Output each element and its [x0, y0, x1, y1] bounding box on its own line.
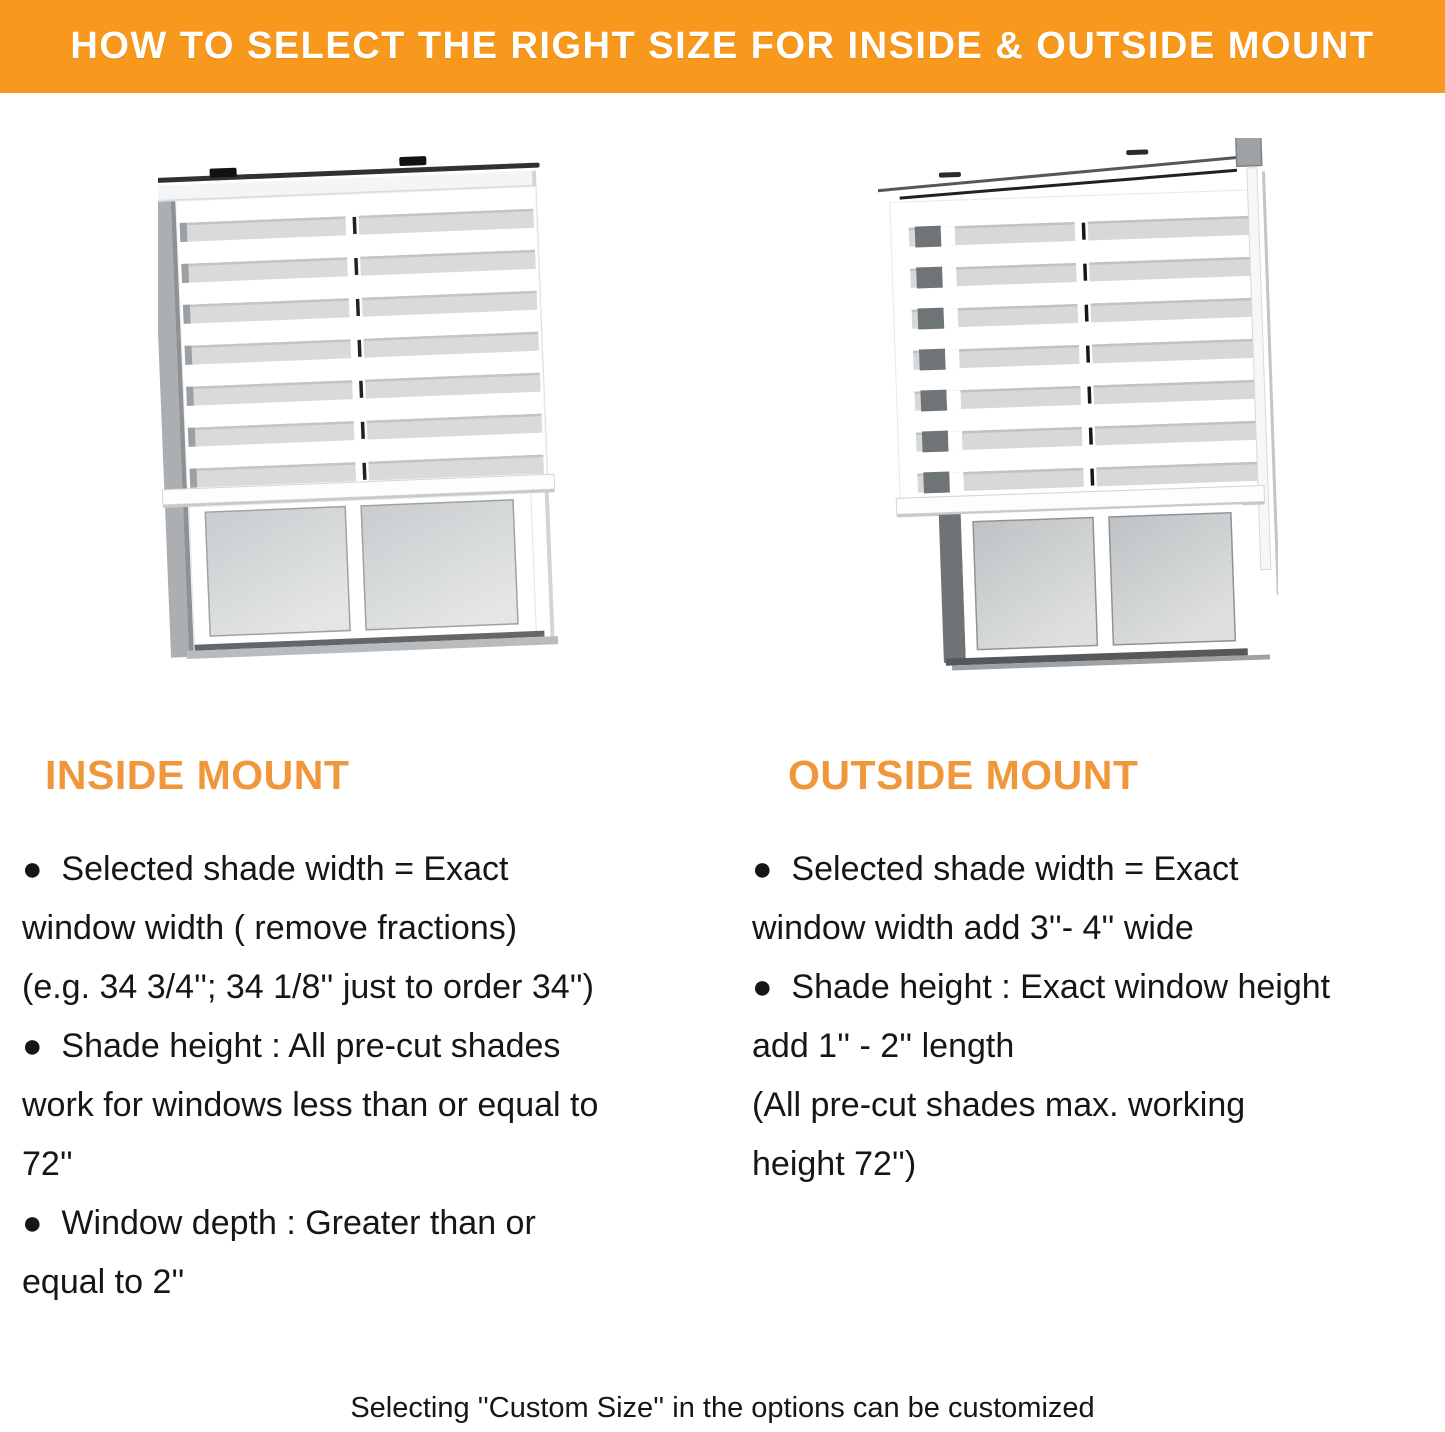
spec-line: ● Selected shade width = Exact — [752, 850, 1239, 888]
spec-line: window width ( remove fractions) — [22, 909, 518, 947]
inside-mount-heading: INSIDE MOUNT — [45, 752, 350, 798]
window-glass — [939, 504, 1270, 671]
mounting-bracket-icon — [209, 168, 236, 178]
header-banner — [0, 0, 1445, 93]
spec-line: 72'' — [22, 1145, 73, 1183]
window-glass — [181, 492, 558, 659]
inside-mount-illustration — [158, 148, 558, 708]
page-title: HOW TO SELECT THE RIGHT SIZE FOR INSIDE & OUTSIDE MOUNT — [70, 25, 1375, 67]
spec-line: (e.g. 34 3/4''; 34 1/8'' just to order 34'') — [22, 968, 594, 1006]
mounting-bracket-icon — [1126, 149, 1148, 155]
spec-line: add 1'' - 2'' length — [752, 1027, 1015, 1065]
spec-line: ● Shade height : All pre-cut shades — [22, 1027, 561, 1065]
spec-line: ● Selected shade width = Exact — [22, 850, 509, 888]
mounting-bracket-icon — [399, 156, 426, 166]
mounting-bracket-icon — [939, 172, 961, 178]
spec-line: window width add 3''- 4'' wide — [752, 909, 1194, 947]
spec-line: equal to 2'' — [22, 1263, 185, 1301]
spec-line: ● Window depth : Greater than or — [22, 1204, 536, 1242]
outside-mount-specs — [752, 840, 1432, 1194]
inside-mount-specs — [22, 840, 728, 1312]
footer-note: Selecting ''Custom Size'' in the options can be customized — [350, 1392, 1095, 1424]
spec-line: (All pre-cut shades max. working — [752, 1086, 1246, 1124]
spec-line: height 72'') — [752, 1145, 917, 1183]
spec-line: ● Shade height : Exact window height — [752, 968, 1331, 1006]
spec-line: work for windows less than or equal to — [22, 1086, 599, 1124]
zebra-shade — [158, 186, 555, 507]
outside-mount-heading: OUTSIDE MOUNT — [788, 752, 1139, 798]
outside-mount-illustration — [878, 138, 1278, 728]
